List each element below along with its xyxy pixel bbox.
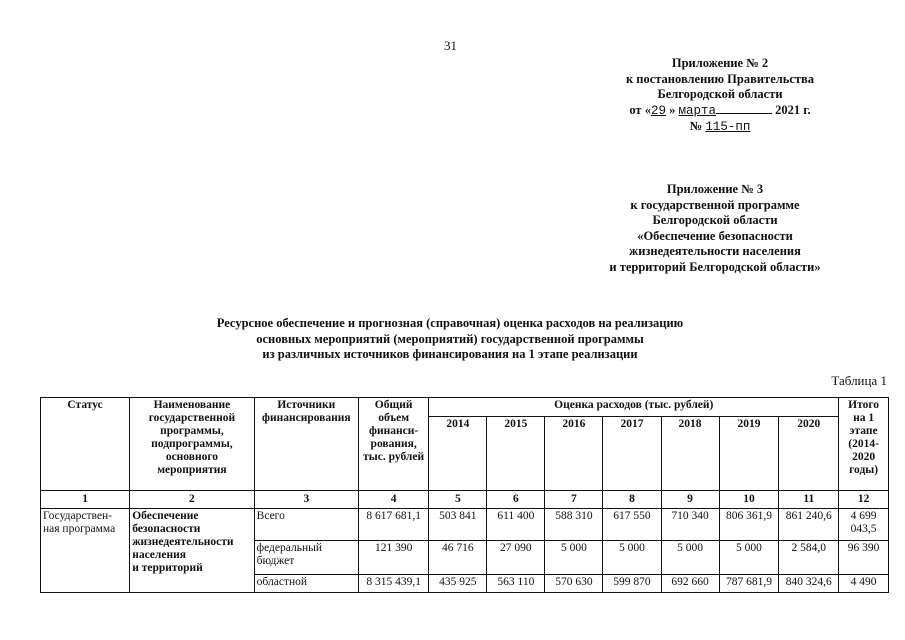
- column-number: 10: [719, 491, 779, 509]
- year-cell: 5 000: [545, 541, 603, 575]
- source-cell: федеральный бюджет: [254, 541, 358, 575]
- name-cell-line: населения: [132, 549, 186, 561]
- column-number: 4: [358, 491, 428, 509]
- column-number: 12: [839, 491, 889, 509]
- number-prefix: №: [689, 119, 703, 133]
- year-cell: 5 000: [603, 541, 661, 575]
- year-cell: 806 361,9: [719, 509, 779, 541]
- header-year: 2017: [603, 417, 661, 491]
- year-cell: 503 841: [429, 509, 487, 541]
- appendix-2-block: [590, 56, 850, 136]
- document-title: [150, 316, 750, 363]
- column-number: 6: [487, 491, 545, 509]
- column-number: 9: [661, 491, 719, 509]
- name-cell-line: безопасности: [132, 523, 201, 535]
- budget-table: [40, 397, 889, 593]
- year-cell: 692 660: [661, 575, 719, 593]
- header-estimate: Оценка расходов (тыс. рублей): [429, 398, 839, 417]
- column-number: 5: [429, 491, 487, 509]
- year-cell: 588 310: [545, 509, 603, 541]
- date-mid: »: [669, 102, 676, 117]
- appendix-3-line: и территорий Белгородской области»: [609, 259, 821, 274]
- column-number: 7: [545, 491, 603, 509]
- name-cell-line: Обеспечение: [132, 510, 199, 522]
- table-label: Таблица 1: [831, 373, 887, 388]
- grand-total-cell: 4 490: [839, 575, 889, 593]
- year-cell: 435 925: [429, 575, 487, 593]
- header-year: 2015: [487, 417, 545, 491]
- status-cell: Государствен-ная программа: [41, 509, 130, 593]
- total-cell: 8 315 439,1: [358, 575, 428, 593]
- header-status: Статус: [41, 398, 130, 491]
- year-cell: 861 240,6: [779, 509, 839, 541]
- date-blank-line: [716, 103, 772, 114]
- header-source: Источники финансирования: [254, 398, 358, 491]
- appendix-3-title: Приложение № 3: [666, 182, 764, 196]
- source-cell: областной: [254, 575, 358, 593]
- appendix-2-date: [590, 103, 850, 120]
- year-cell: 710 340: [661, 509, 719, 541]
- year-cell: 2 584,0: [779, 541, 839, 575]
- appendix-3-line: Белгородской области: [652, 213, 778, 227]
- year-cell: 5 000: [661, 541, 719, 575]
- header-name: Наименование государственной программы, подпрограммы, основного мероприятия: [130, 398, 254, 491]
- column-number: 3: [254, 491, 358, 509]
- appendix-2-line1: к постановлению Правительства: [625, 71, 815, 86]
- header-year: 2019: [719, 417, 779, 491]
- year-cell: 570 630: [545, 575, 603, 593]
- name-cell: [130, 509, 254, 593]
- name-cell-line: и территорий: [132, 562, 203, 574]
- appendix-2-number: [590, 119, 850, 136]
- date-prefix: от «: [629, 102, 651, 117]
- appendix-3-line: «Обеспечение безопасности: [637, 228, 793, 243]
- grand-total-cell: 96 390: [839, 541, 889, 575]
- header-year: 2016: [545, 417, 603, 491]
- header-grand-total: Итого на 1 этапе (2014-2020 годы): [839, 398, 889, 491]
- appendix-2-line2: Белгородской области: [657, 87, 783, 101]
- document-title-line: Ресурсное обеспечение и прогнозная (справочная) оценка расходов на реализацию: [216, 316, 684, 330]
- year-cell: 617 550: [603, 509, 661, 541]
- header-year: 2018: [661, 417, 719, 491]
- source-cell: Всего: [254, 509, 358, 541]
- year-cell: 5 000: [719, 541, 779, 575]
- year-cell: 599 870: [603, 575, 661, 593]
- year-cell: 787 681,9: [719, 575, 779, 593]
- appendix-3-line: жизнедеятельности населения: [629, 244, 801, 258]
- document-title-line: основных мероприятий (мероприятий) государственной программы: [256, 331, 644, 346]
- date-year: 2021 г.: [775, 102, 811, 117]
- header-year: 2020: [779, 417, 839, 491]
- header-year: 2014: [429, 417, 487, 491]
- year-cell: 840 324,6: [779, 575, 839, 593]
- appendix-3-block: [575, 182, 855, 275]
- year-cell: 563 110: [487, 575, 545, 593]
- grand-total-cell: 4 699 043,5: [839, 509, 889, 541]
- column-number: 2: [130, 491, 254, 509]
- table-row: [41, 509, 889, 541]
- name-cell-line: жизнедеятельности: [132, 536, 234, 548]
- column-number: 8: [603, 491, 661, 509]
- total-cell: 8 617 681,1: [358, 509, 428, 541]
- document-title-line: из различных источников финансирования на 1 этапе реализации: [262, 347, 638, 361]
- appendix-2-title: Приложение № 2: [671, 56, 769, 70]
- year-cell: 27 090: [487, 541, 545, 575]
- date-month: марта: [678, 103, 716, 118]
- total-cell: 121 390: [358, 541, 428, 575]
- page-number: 31: [444, 38, 457, 53]
- year-cell: 46 716: [429, 541, 487, 575]
- column-number: 1: [41, 491, 130, 509]
- year-cell: 611 400: [487, 509, 545, 541]
- appendix-3-line: к государственной программе: [630, 197, 800, 212]
- date-day: 29: [650, 103, 666, 118]
- header-total: Общий объем финанси-рования, тыс. рублей: [358, 398, 428, 491]
- column-number: 11: [779, 491, 839, 509]
- number-value: 115-пп: [705, 120, 751, 134]
